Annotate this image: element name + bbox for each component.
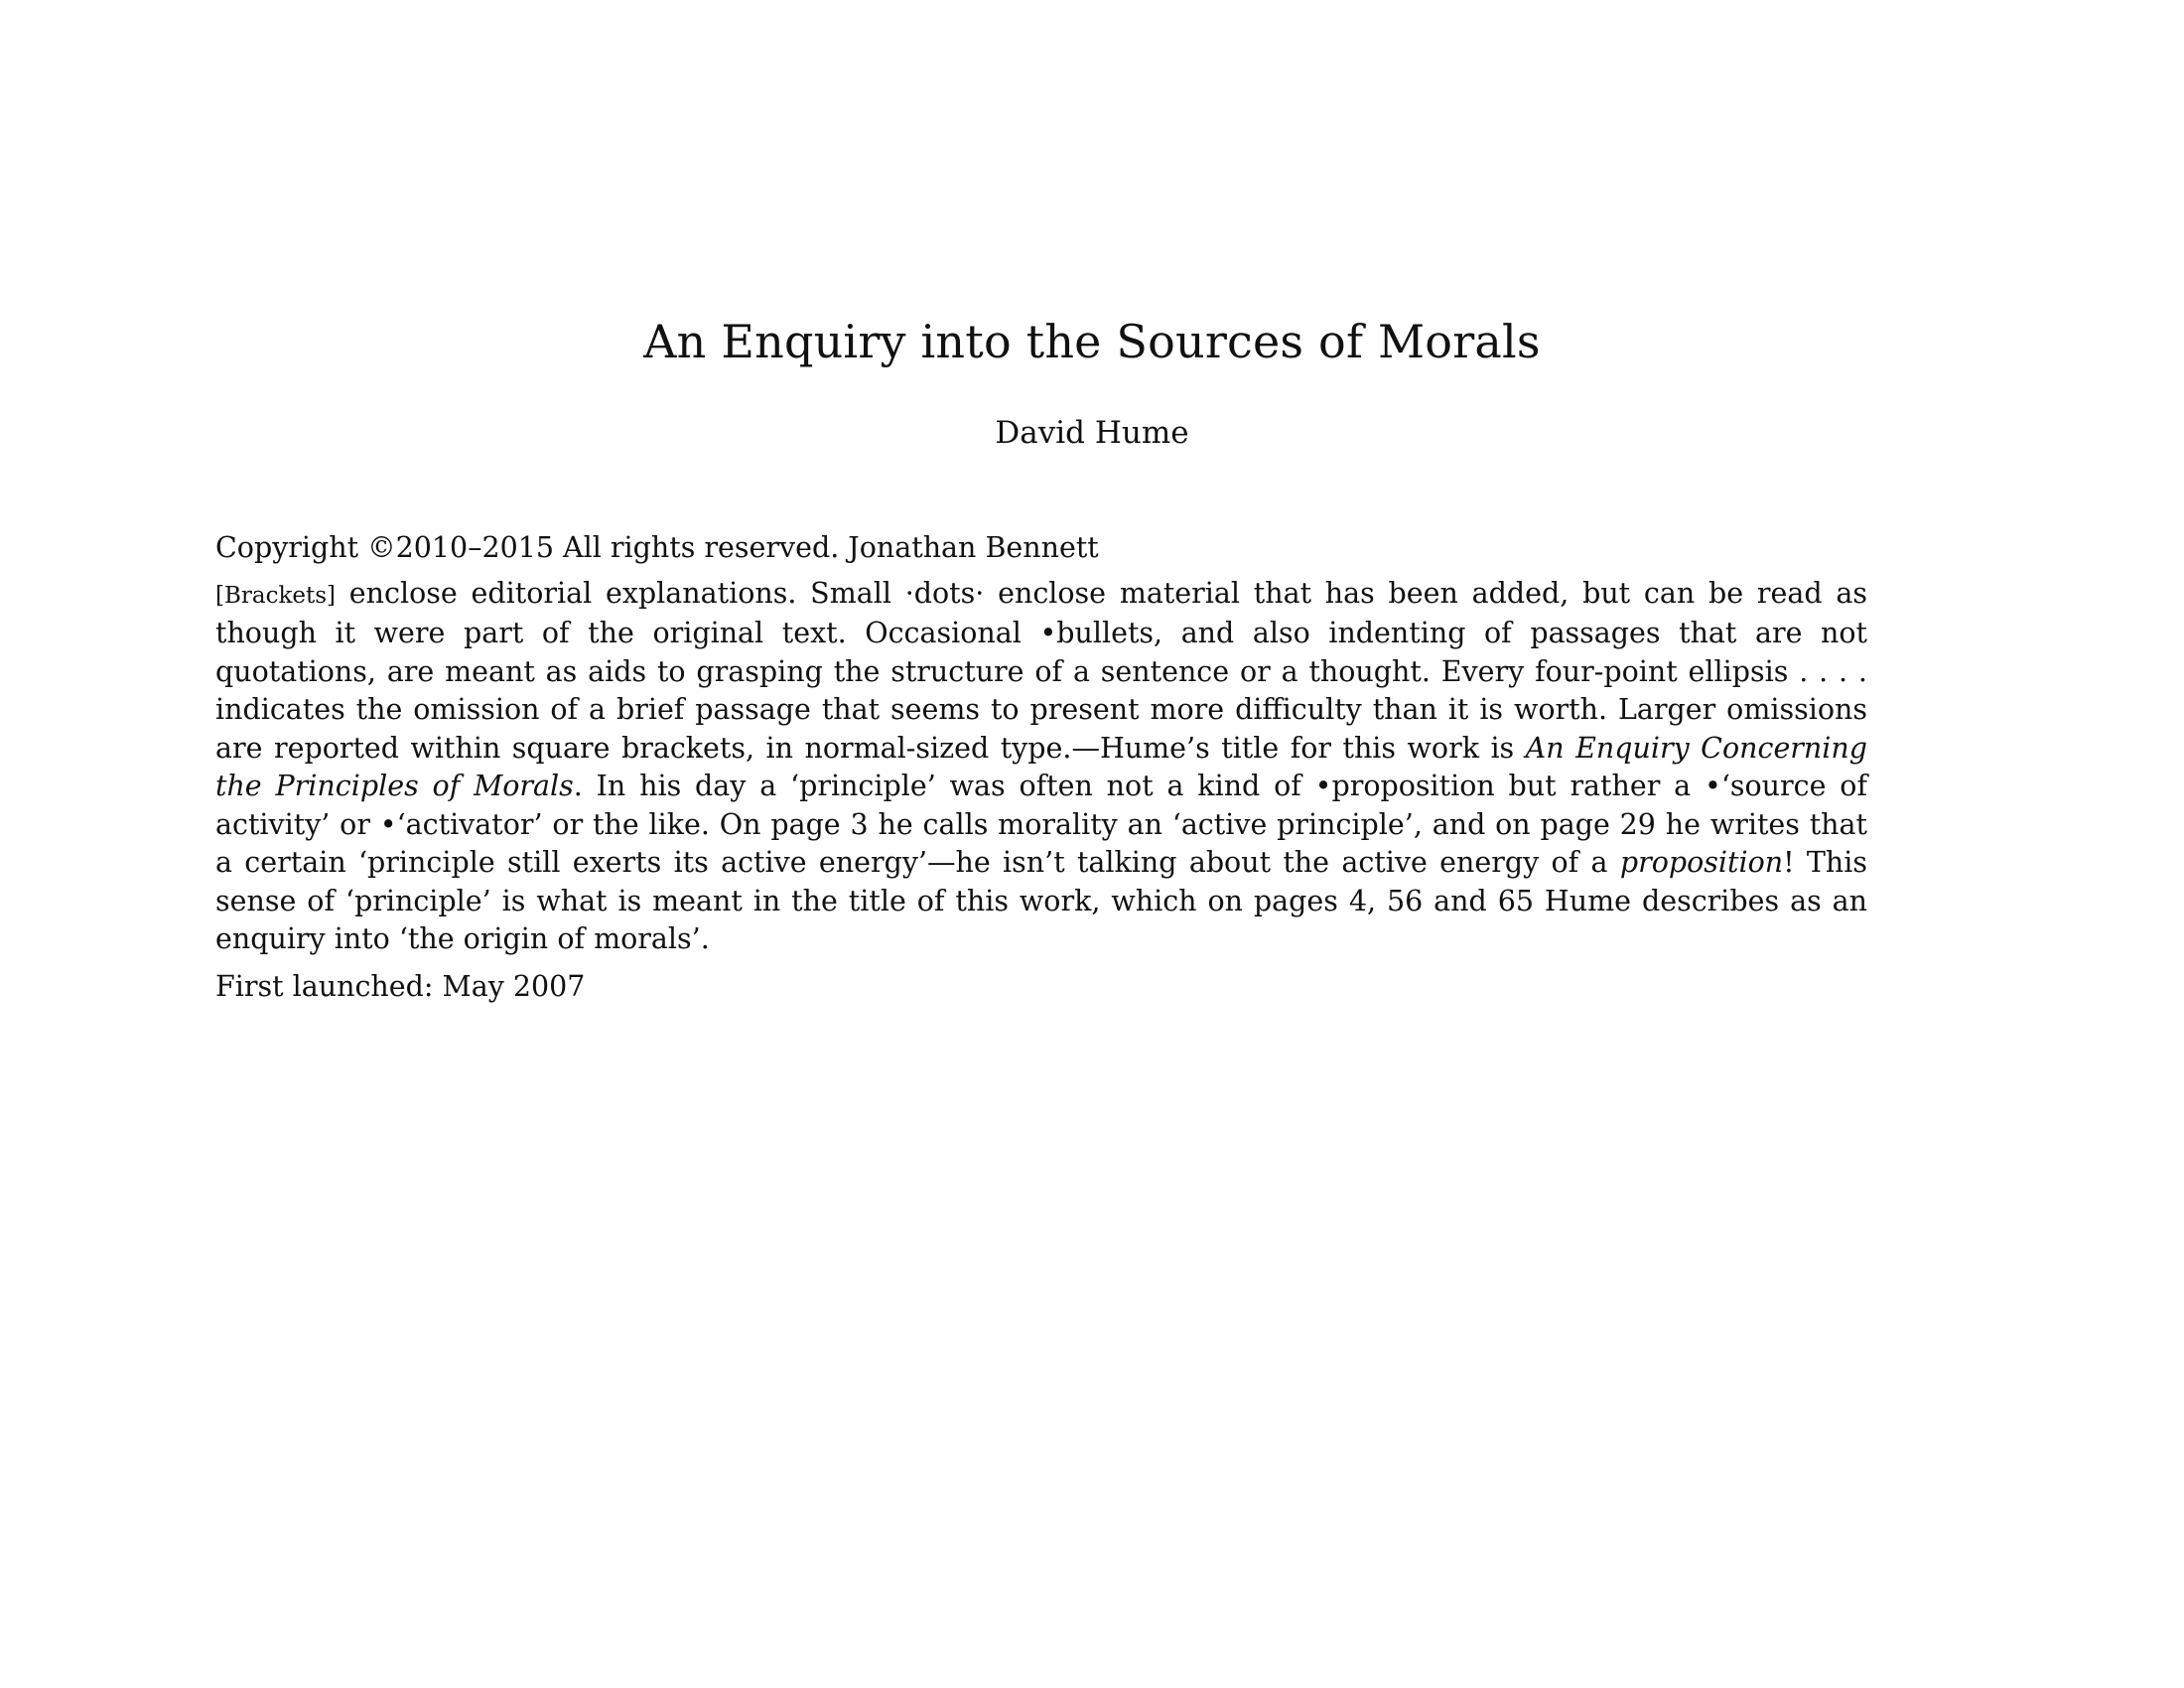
- note-text-part3: ! This sense of ‘principle’ is what is meant in the title of this work, which on pages 4, 56 and 65 Hume describes as an enquiry into ‘the origin of morals’.: [215, 846, 1867, 955]
- book-title: An Enquiry Concerning the Principles of Morals: [215, 731, 1868, 802]
- editorial-note: [215, 575, 1867, 959]
- copyright-line: Copyright ©2010–2015 All rights reserved. Jonathan Bennett: [215, 531, 1099, 564]
- note-text-part2: . In his day a ‘principle’ was often not a kind of •proposition but rather a •‘source of activity’ or •‘activator’ or the like. On page 3 he calls morality an ‘active principle’, and on page 29 he writes that a certain ‘principle still exerts its active energy’—he isn’t talking about the active energy of a: [215, 770, 1868, 879]
- document-title: An Enquiry into the Sources of Morals: [643, 315, 1541, 368]
- first-launched-line: First launched: May 2007: [215, 969, 586, 1003]
- proposition-word: proposition: [1619, 846, 1784, 879]
- front-matter: [215, 529, 1867, 1006]
- note-text-part1: enclose editorial explanations. Small ·dots· enclose material that has been added, but can be read as though it were part of the original text. Occasional •bullets, and also indenting of passages that are not quotations, are meant as aids to grasping the structure of a sentence or a thought. Every four-point ellipsis . . . . indicates the omission of a brief passage that seems to present more difficulty than it is worth. Larger omissions are reported within square brackets, in normal-sized type.—Hume’s title for this work is: [215, 576, 1867, 765]
- document-author: David Hume: [995, 415, 1189, 451]
- brackets-label: [Brackets]: [215, 582, 337, 609]
